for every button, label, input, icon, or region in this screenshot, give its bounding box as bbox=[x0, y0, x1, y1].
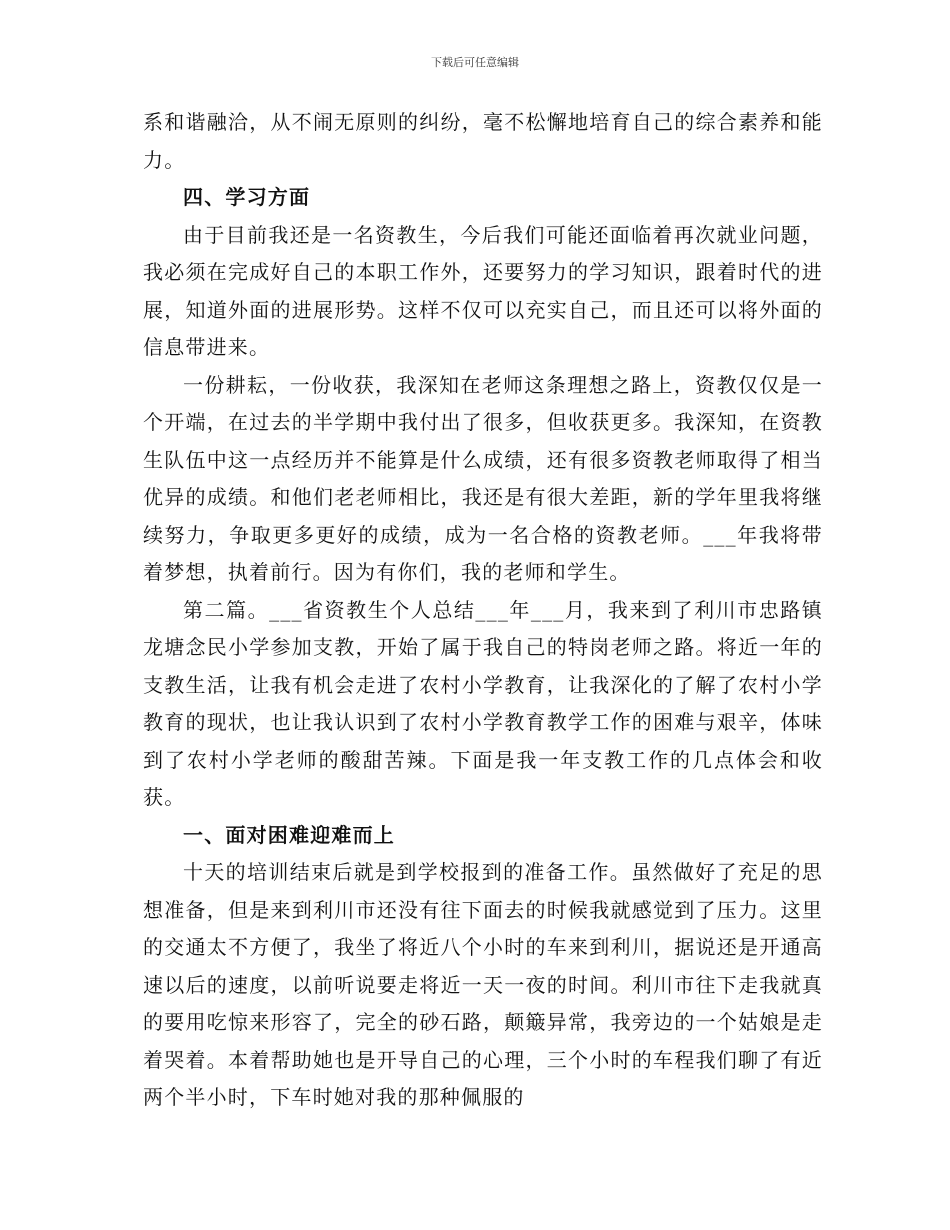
document-body bbox=[143, 104, 823, 1117]
page-header-note: 下载后可任意编辑 bbox=[431, 56, 519, 69]
paragraph-second-article: 第二篇。___省资教生个人总结___年___月，我来到了利川市忠路镇龙塘念民小学参加支教，开始了属于我自己的特岗老师之路。将近一年的支教生活，让我有机会走进了农村小学教育，让我深化的了解了农村小学教育的现状，也让我认识到了农村小学教育教学工作的困难与艰辛，体味到了农村小学老师的酸甜苦辣。下面是我一年支教工作的几点体会和收获。 bbox=[143, 597, 823, 809]
paragraph-training: 十天的培训结束后就是到学校报到的准备工作。虽然做好了充足的思想准备，但是来到利川市还没有往下面去的时候我就感觉到了压力。这里的交通太不方便了，我坐了将近八个小时的车来到利川，据说还是开通高速以后的速度，以前听说要走将近一天一夜的时间。利川市往下走我就真的要用吃惊来形容了，完全的砂石路，颠簸异常，我旁边的一个姑娘是走着哭着。本着帮助她也是开导自己的心理，三个小时的车程我们聊了有近两个半小时，下车时她对我的那种佩服的 bbox=[143, 860, 823, 1109]
section-heading-difficulties: 一、面对困难迎难而上 bbox=[183, 822, 395, 847]
paragraph-study: 由于目前我还是一名资教生，今后我们可能还面临着再次就业问题，我必须在完成好自己的本职工作外，还要努力的学习知识，跟着时代的进展，知道外面的进展形势。这样不仅可以充实自己，而且还可以将外面的信息带进来。 bbox=[143, 222, 823, 359]
paragraph-continuation: 系和谐融洽，从不闹无原则的纠纷，毫不松懈地培育自己的综合素养和能力。 bbox=[143, 110, 823, 172]
paragraph-harvest: 一份耕耘，一份收获，我深知在老师这条理想之路上，资教仅仅是一个开端，在过去的半学期中我付出了很多，但收获更多。我深知，在资教生队伍中这一点经历并不能算是什么成绩，还有很多资教老师取得了相当优异的成绩。和他们老老师相比，我还是有很大差距，新的学年里我将继续努力，争取更多更好的成绩，成为一名合格的资教老师。___年我将带着梦想，执着前行。因为有你们，我的老师和学生。 bbox=[143, 372, 823, 584]
section-heading-study: 四、学习方面 bbox=[183, 185, 311, 209]
